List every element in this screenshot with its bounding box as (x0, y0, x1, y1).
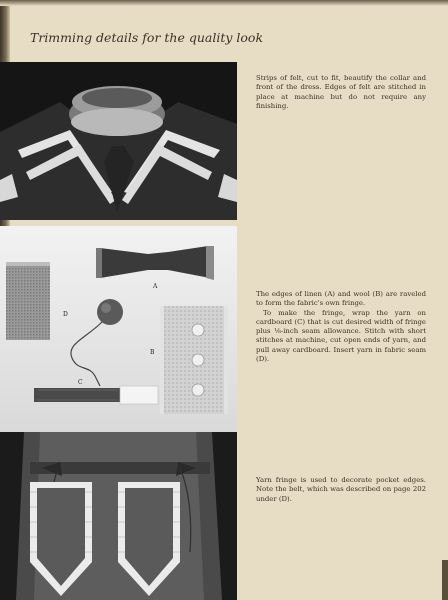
caption-pockets (256, 476, 426, 504)
label-b: B (150, 349, 155, 356)
photo-fringed-pockets (0, 432, 237, 600)
caption-paragraph: The edges of linen (A) and wool (B) are raveled to form the fabric's own fringe. (256, 290, 426, 308)
page-corner-shadow (442, 560, 448, 600)
caption-paragraph: Yarn fringe is used to decorate pocket edges. Note the belt, which was described on page 202 under (D). (256, 476, 426, 503)
photo-felt-collar (0, 62, 237, 220)
caption-fringe (256, 290, 426, 364)
label-d: D (63, 311, 68, 318)
caption-paragraph: To make the fringe, wrap the yarn on cardboard (C) that is cut desired width of fringe plus ⅛-inch seam allowance. Stitch with short stitches at machine, cut open ends of yarn, and pull away cardboard. Insert yarn in fabric seam (D). (256, 308, 426, 364)
photo-fringe-samples (0, 226, 237, 442)
label-a: A (153, 283, 158, 290)
caption-paragraph: Strips of felt, cut to fit, beautify the collar and front of the dress. Edges of felt are stitched in place at machine but do not require any finishing. (256, 74, 426, 110)
page-top-edge (0, 0, 448, 6)
label-c: C (78, 379, 83, 386)
page-header: Trimming details for the quality look (30, 30, 264, 45)
caption-felt-collar (256, 74, 426, 111)
